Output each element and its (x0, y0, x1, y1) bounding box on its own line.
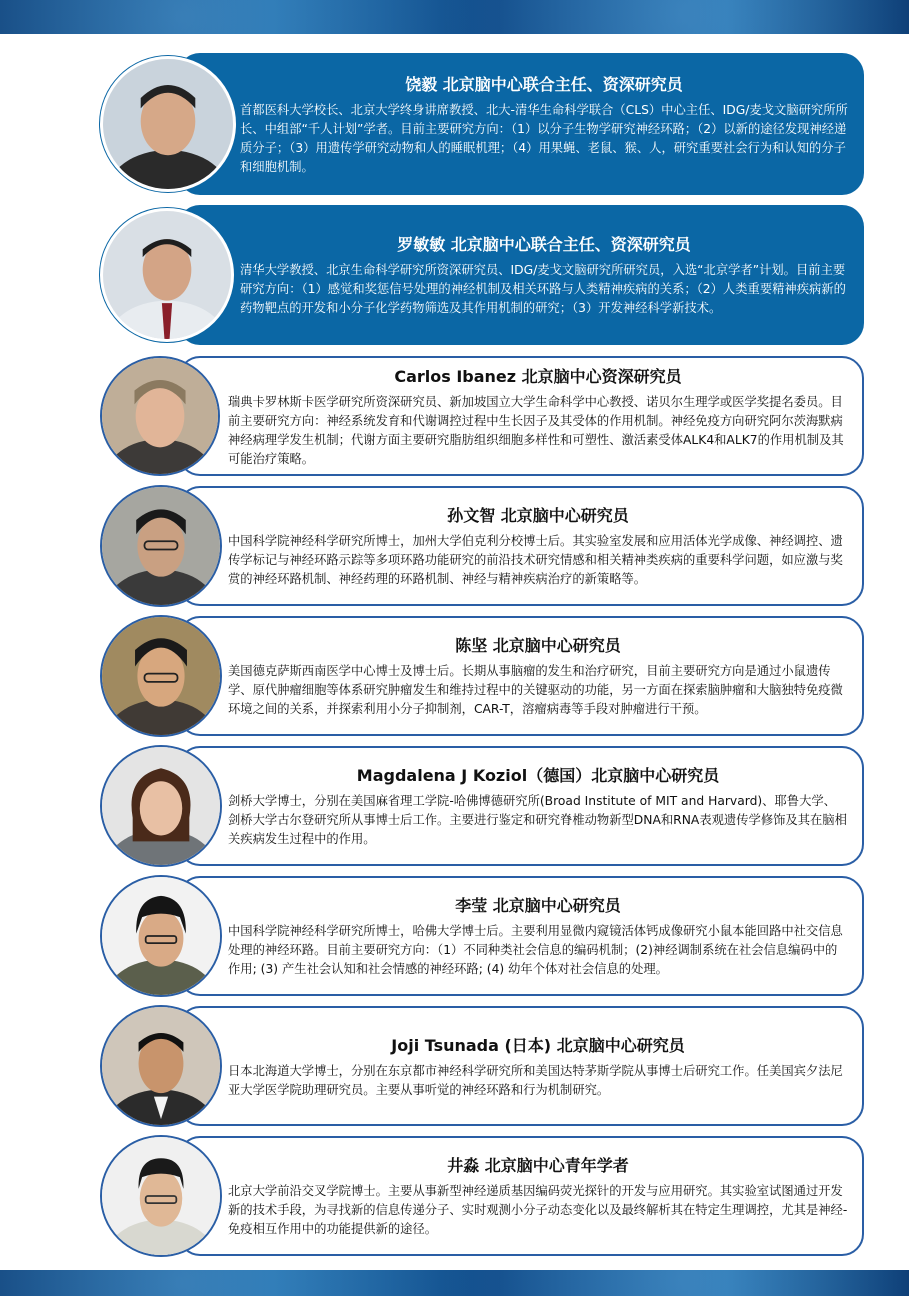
profile-card-joji-tsunada (100, 1006, 864, 1126)
person-title: 饶毅 北京脑中心联合主任、资深研究员 (405, 74, 683, 94)
person-description: 日本北海道大学博士，分别在东京都市神经科学研究所和美国达特茅斯学院从事博士后研究工作。任美国宾夕法尼亚大学医学院助理研究员。主要从事听觉的神经环路和行为机制研究。 (228, 1063, 843, 1097)
portrait-photo (100, 875, 222, 997)
top-banner (0, 0, 909, 34)
person-title: Magdalena J Koziol（德国）北京脑中心研究员 (356, 766, 720, 785)
profile-card-magdalena-koziol (100, 746, 864, 866)
bottom-banner (0, 1270, 909, 1296)
person-description: 北京大学前沿交叉学院博士。主要从事新型神经递质基因编码荧光探针的开发与应用研究。其实验室试图通过开发新的技术手段，为寻找新的信息传递分子、实时观测小分子动态变化以及最终解析其在特定生理调控，尤其是神经-免疫相互作用中的功能提供新的途径。 (228, 1184, 848, 1236)
profile-card-luo-minmin (100, 205, 864, 345)
person-description: 剑桥大学博士，分别在美国麻省理工学院-哈佛博德研究所(Broad Institute of MIT and Harvard)、耶鲁大学、剑桥大学古尔登研究所从事博士后工作。主要进行鉴定和研究脊椎动物新型DNA和RNA表观遗传学修饰及其在脑相关疾病发生过程中的作用。 (228, 794, 847, 846)
portrait-photo (100, 745, 222, 867)
profile-card-jing-miao (100, 1136, 864, 1256)
person-title: 罗敏敏 北京脑中心联合主任、资深研究员 (397, 235, 691, 254)
person-title: Carlos Ibanez 北京脑中心资深研究员 (394, 366, 682, 386)
profile-card-chen-jian (100, 616, 864, 736)
portrait-photo (100, 1135, 222, 1257)
person-description: 瑞典卡罗林斯卡医学研究所资深研究员、新加坡国立大学生命科学中心教授、诺贝尔生理学或医学奖提名委员。目前主要研究方向：神经系统发育和代谢调控过程中生长因子及其受体的作用机制。神经免疫方向研究阿尔茨海默病神经病理学发生机制；代谢方面主要研究脂肪组织细胞多样性和可塑性、激活素受体ALK4和ALK7的作用机制及其可能治疗策略。 (228, 394, 844, 466)
profile-card-sun-wenzhi (100, 486, 864, 606)
person-title: 井淼 北京脑中心青年学者 (447, 1156, 629, 1175)
person-description: 美国德克萨斯西南医学中心博士及博士后。长期从事脑瘤的发生和治疗研究，目前主要研究方向是通过小鼠遗传学、原代肿瘤细胞等体系研究肿瘤发生和维持过程中的关键驱动的功能，另一方面在探索脑肿瘤和大脑独特免疫微环境之间的关系，并探索利用小分子抑制剂，CAR-T，溶瘤病毒等手段对肿瘤进行干预。 (228, 664, 843, 716)
person-title: Joji Tsunada (日本) 北京脑中心研究员 (391, 1035, 685, 1055)
profile-card-li-ying (100, 876, 864, 996)
profile-card-carlos-ibanez (100, 356, 864, 476)
person-description: 中国科学院神经科学研究所博士，哈佛大学博士后。主要利用显微内窥镜活体钙成像研究小鼠本能回路中社交信息处理的神经环路。目前主要研究方向：（1）不同种类社会信息的编码机制；(2)神经调制系统在社会信息编码中的作用; (3) 产生社会认知和社会情感的神经环路; (4) 幼年个体对社会信息的处理。 (228, 924, 843, 976)
person-description: 清华大学教授、北京生命科学研究所资深研究员、IDG/麦戈文脑研究所研究员，入选“北京学者”计划。目前主要研究方向：（1）感觉和奖惩信号处理的神经机制及相关环路与人类精神疾病的关系；（2）人类重要精神疾病新的药物靶点的开发和小分子化学药物筛选及其作用机制的研究；（3）开发神经科学新技术。 (240, 263, 846, 315)
portrait-photo (100, 356, 220, 476)
profile-card-rao-yi (100, 53, 864, 195)
person-description: 中国科学院神经科学研究所博士，加州大学伯克利分校博士后。其实验室发展和应用活体光学成像、神经调控、遗传学标记与神经环路示踪等多项环路功能研究的前沿技术研究情感和相关精神类疾病的重要科学问题，如应激与奖赏的神经环路机制、神经药理的环路机制、神经与精神疾病治疗的新策略等。 (228, 534, 843, 586)
portrait-photo (100, 615, 222, 737)
person-title: 李莹 北京脑中心研究员 (455, 896, 621, 915)
portrait-photo (100, 485, 222, 607)
portrait-photo (100, 1005, 222, 1127)
person-title: 陈坚 北京脑中心研究员 (455, 636, 621, 655)
person-title: 孙文智 北京脑中心研究员 (447, 506, 629, 525)
portrait-photo (100, 56, 236, 192)
person-description: 首都医科大学校长、北京大学终身讲席教授、北大-清华生命科学联合（CLS）中心主任、IDG/麦戈文脑研究所所长、中组部“千人计划”学者。目前主要研究方向：（1）以分子生物学研究神经环路；（2）以新的途径发现神经递质分子；（3）用遗传学研究动物和人的睡眠机理；（4）用果蝇、老鼠、猴、人，研究重要社会行为和认知的分子和细胞机制。 (240, 102, 848, 174)
portrait-photo (100, 208, 234, 342)
